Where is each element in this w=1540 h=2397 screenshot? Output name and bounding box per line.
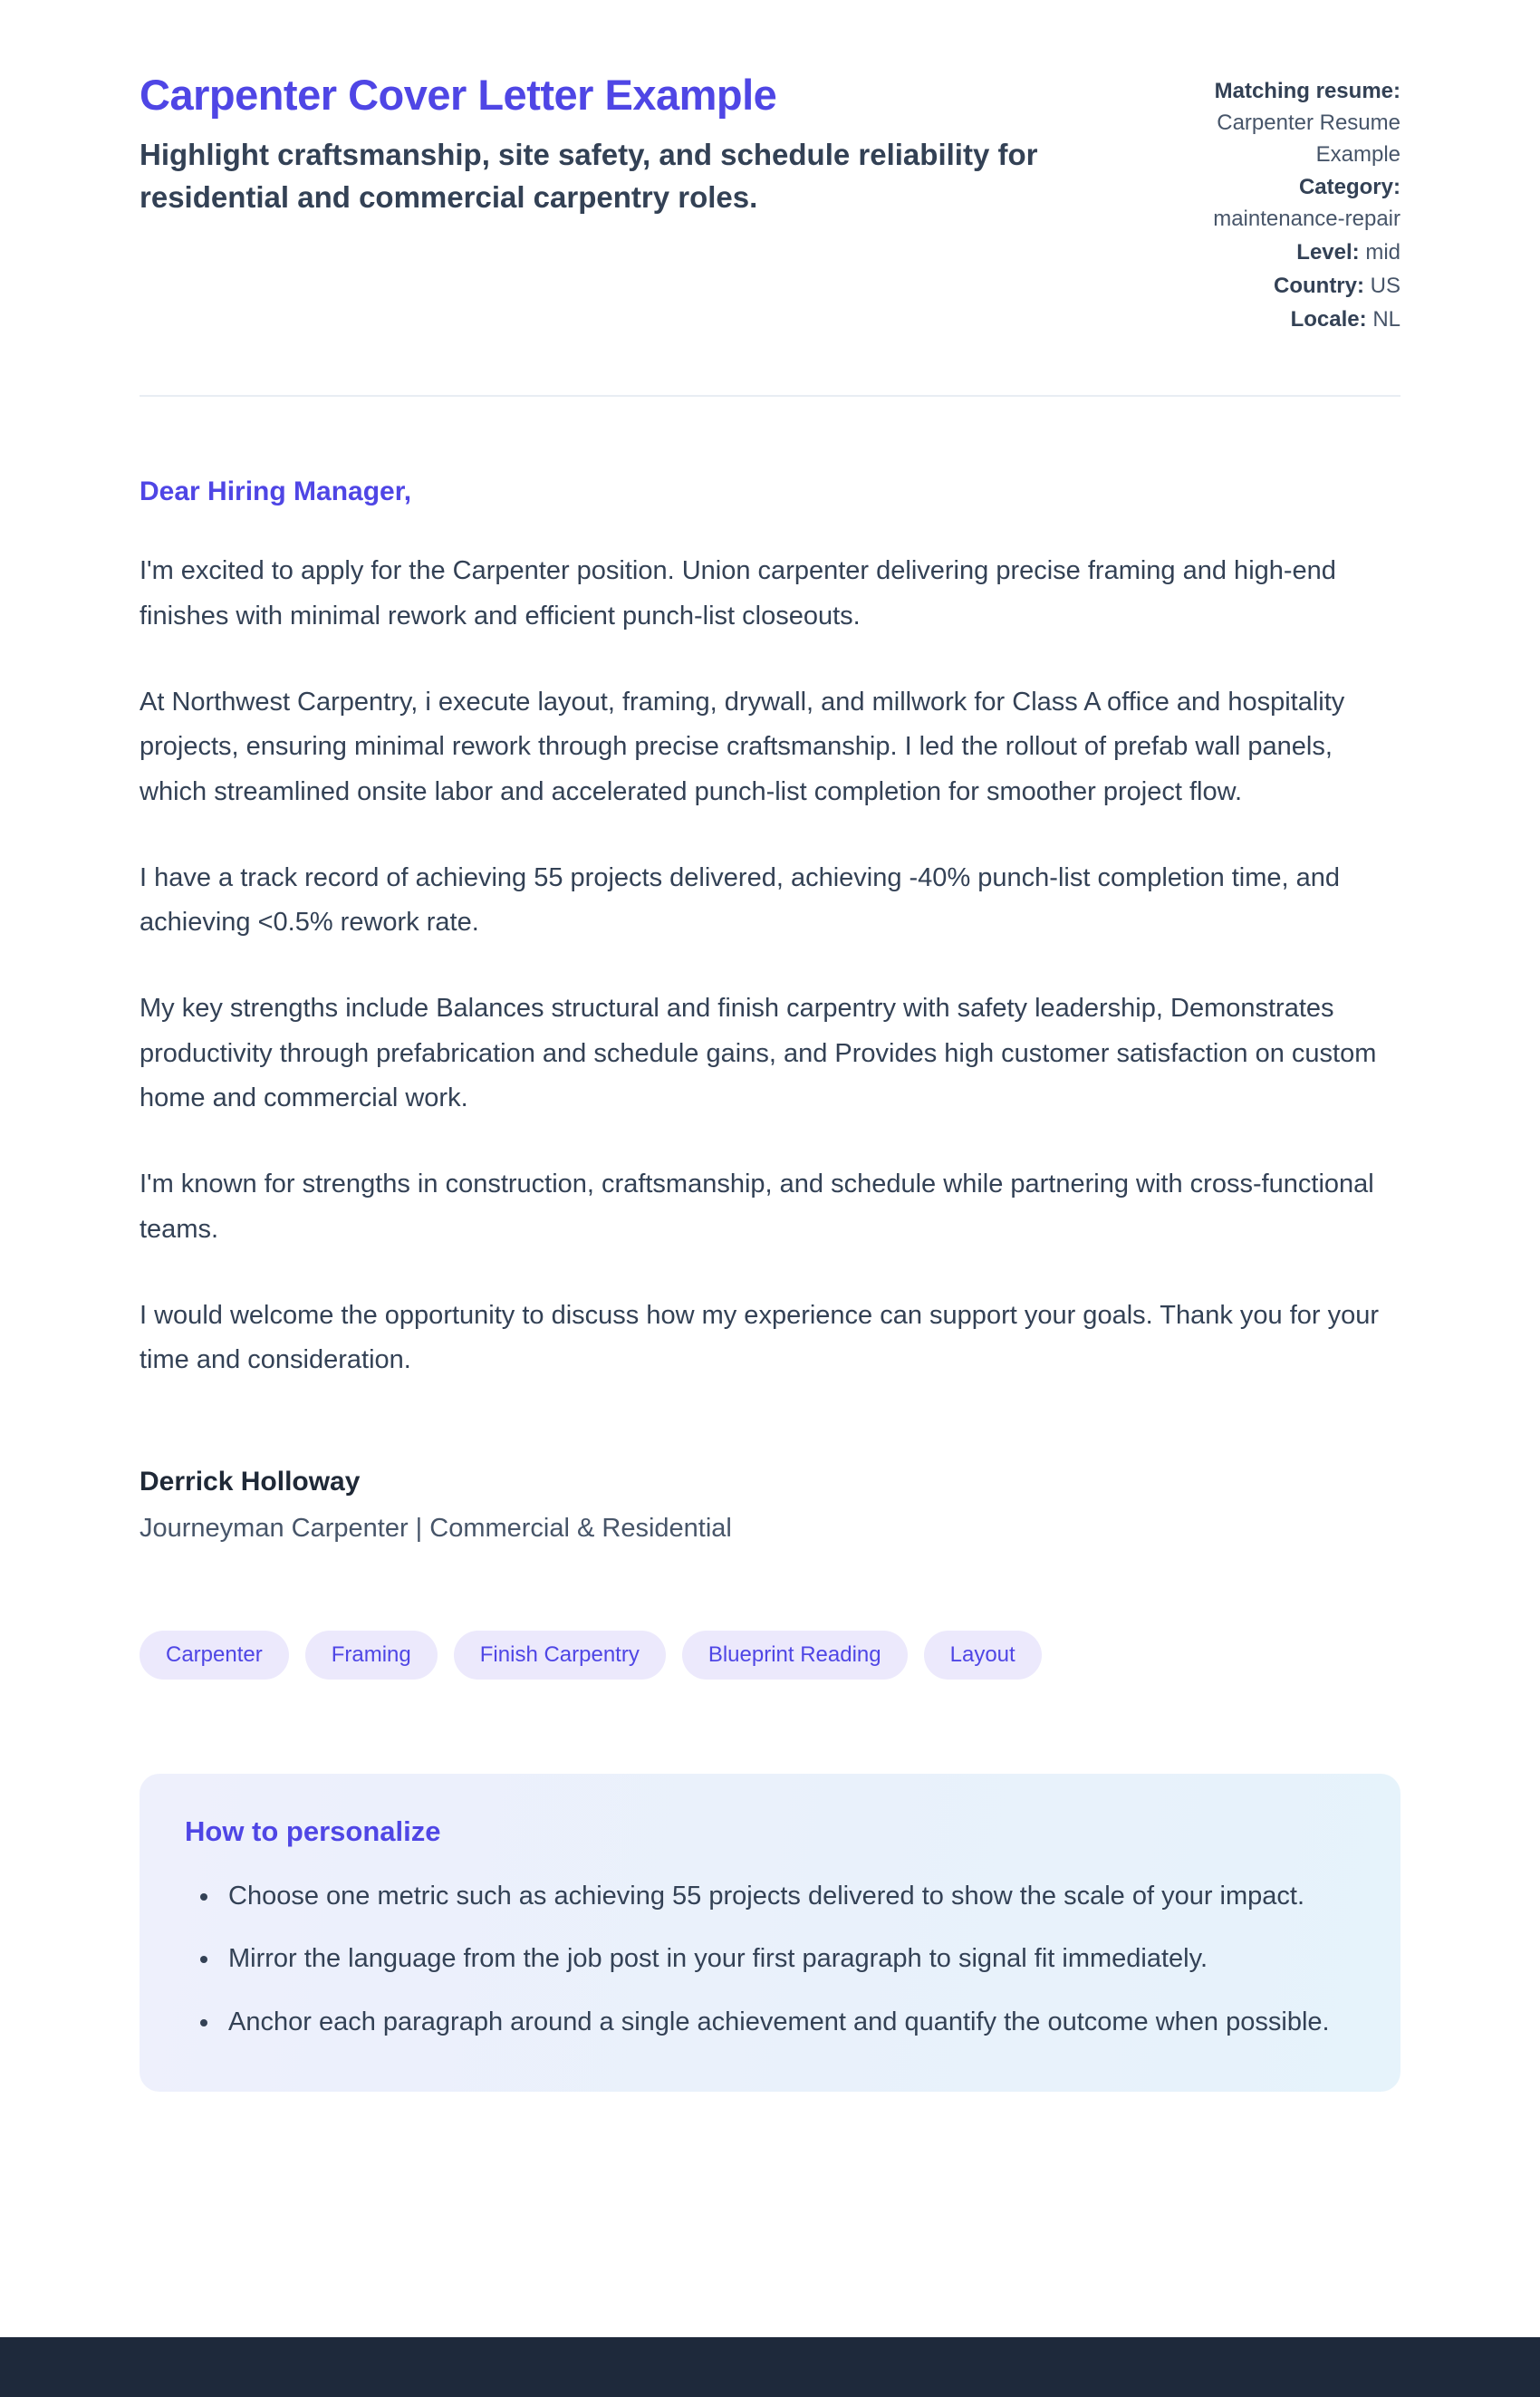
page-subtitle: Highlight craftsmanship, site safety, and schedule reliability for residential and commercial carpentry roles. <box>140 138 1038 214</box>
tag-pill[interactable]: Layout <box>924 1631 1042 1680</box>
meta-value: mid <box>1365 239 1400 265</box>
paragraph: At Northwest Carpentry, i execute layout, framing, drywall, and millwork for Class A office and hospitality projects, ensuring minimal rework through precise craftsmanship. I led the rollout of prefab wall panels, which streamlined onsite labor and accelerated punch-list completion for smoother project flow. <box>140 687 1345 806</box>
meta-label: Category: <box>1298 175 1400 200</box>
meta-item-country <box>1172 271 1400 303</box>
signature-block <box>140 1467 1400 1544</box>
personalize-card <box>140 1774 1400 2093</box>
salutation: Dear Hiring Manager, <box>140 477 412 507</box>
meta-item-category <box>1172 172 1400 236</box>
tag-pill[interactable]: Blueprint Reading <box>682 1631 908 1680</box>
paragraph: I would welcome the opportunity to discuss how my experience can support your goals. Thank you for your time and consideration. <box>140 1300 1380 1375</box>
meta-label: Level: <box>1296 239 1360 265</box>
content-area <box>140 0 1400 2092</box>
meta-value: Carpenter Resume Example <box>1217 110 1400 167</box>
header <box>140 71 1400 337</box>
paragraph: I have a track record of achieving 55 projects delivered, achieving -40% punch-list completion time, and achieving <0.5% rework rate. <box>140 862 1341 938</box>
meta-block <box>1172 71 1400 337</box>
header-left <box>140 71 1091 219</box>
tag-list <box>140 1631 1400 1680</box>
page-title: Carpenter Cover Letter Example <box>140 71 777 119</box>
bullet-item: • Mirror the language from the job post in your first paragraph to signal fit immediately. <box>221 1938 1355 1981</box>
meta-label: Country: <box>1274 273 1364 298</box>
personalize-heading: How to personalize <box>185 1815 441 1847</box>
meta-item-level <box>1172 237 1400 269</box>
paragraph: My key strengths include Balances structural and finish carpentry with safety leadership, Demonstrates productivity through prefabrication and schedule gains, and Provides high customer satisfaction on custom home and commercial work. <box>140 994 1377 1113</box>
signature-name: Derrick Holloway <box>140 1466 361 1497</box>
tag-pill[interactable]: Carpenter <box>140 1631 289 1680</box>
meta-value: NL <box>1372 306 1400 332</box>
footer-bar <box>0 2337 1540 2397</box>
signature-role: Journeyman Carpenter | Commercial & Residential <box>140 1513 732 1543</box>
meta-item-matching-resume <box>1172 76 1400 170</box>
meta-value: maintenance-repair <box>1213 207 1400 232</box>
paragraph: I'm known for strengths in construction, craftsmanship, and schedule while partnering with cross-functional teams. <box>140 1170 1374 1244</box>
meta-label: Matching resume: <box>1214 79 1400 103</box>
tag-pill[interactable]: Finish Carpentry <box>454 1631 666 1680</box>
tag-pill[interactable]: Framing <box>305 1631 438 1680</box>
personalize-list <box>185 1875 1355 2046</box>
meta-value: US <box>1370 273 1400 298</box>
header-divider <box>140 395 1400 397</box>
paragraph: I'm excited to apply for the Carpenter position. Union carpenter delivering precise framing and high-end finishes with minimal rework and efficient punch-list closeouts. <box>140 556 1336 631</box>
meta-label: Locale: <box>1290 306 1367 332</box>
bullet-item: • Choose one metric such as achieving 55 projects delivered to show the scale of your impact. <box>221 1875 1355 1919</box>
meta-item-locale <box>1172 304 1400 336</box>
bullet-item: • Anchor each paragraph around a single achievement and quantify the outcome when possible. <box>221 2001 1355 2045</box>
